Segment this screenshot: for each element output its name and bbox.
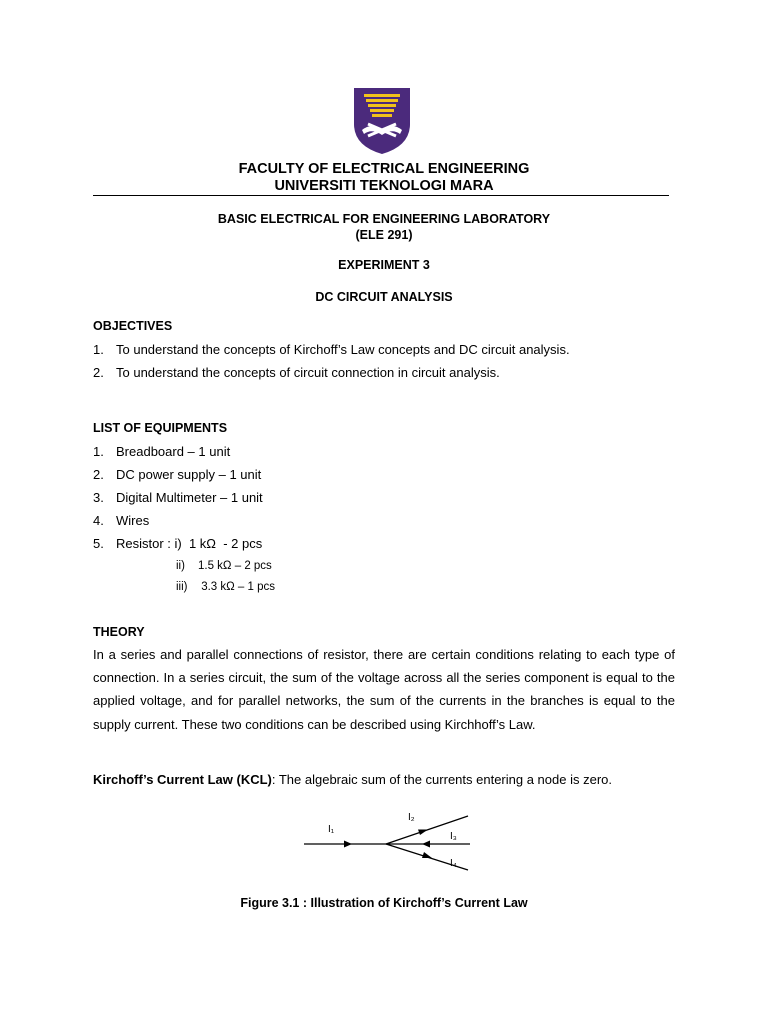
kcl-text: : The algebraic sum of the currents entering a node is zero.: [271, 772, 612, 787]
equipment-num: 4.: [93, 513, 104, 528]
faculty-name: FACULTY OF ELECTRICAL ENGINEERING: [238, 161, 530, 177]
current-label-i1: I₁: [328, 824, 335, 835]
resistor-sub-label: ii): [176, 560, 185, 572]
kcl-label: Kirchoff’s Current Law (KCL): [93, 772, 272, 787]
current-label-i3: I₃: [450, 831, 457, 842]
theory-heading: THEORY: [93, 625, 145, 639]
university-name: UNIVERSITI TEKNOLOGI MARA: [274, 178, 494, 194]
equipment-num: 2.: [93, 467, 104, 482]
equipment-num: 3.: [93, 490, 104, 505]
resistor-sub-text: 1.5 kΩ – 2 pcs: [198, 560, 272, 572]
lab-title: BASIC ELECTRICAL FOR ENGINEERING LABORATORY: [217, 212, 551, 226]
university-logo: [352, 86, 412, 156]
figure-caption: Figure 3.1 : Illustration of Kirchoff’s Current Law: [240, 896, 528, 910]
objective-text: To understand the concepts of Kirchoff’s Law concepts and DC circuit analysis.: [116, 342, 570, 357]
equipment-num: 5.: [93, 536, 104, 551]
resistor-sub-text: 3.3 kΩ – 1 pcs: [198, 581, 275, 593]
experiment-number: EXPERIMENT 3: [338, 258, 430, 272]
kcl-statement: [93, 771, 612, 789]
header-rule: [93, 195, 669, 196]
equipment-heading: LIST OF EQUIPMENTS: [93, 421, 228, 435]
objectives-heading: OBJECTIVES: [93, 319, 173, 333]
current-label-i2: I₂: [408, 812, 415, 823]
theory-paragraph: In a series and parallel connections of resistor, there are certain conditions relating to each type of connection. In a series circuit, the sum of the voltage across all the series component is equal to the applied voltage, and for parallel networks, the sum of the currents in the branches is equal to the supply current. These two conditions can be described using Kirchhoff’s Law.: [93, 647, 675, 732]
equipment-text: Breadboard – 1 unit: [116, 444, 231, 459]
kcl-node-diagram: [300, 806, 480, 872]
experiment-topic: DC CIRCUIT ANALYSIS: [315, 290, 453, 304]
course-code: (ELE 291): [355, 228, 413, 242]
equipment-text: Digital Multimeter – 1 unit: [116, 490, 263, 505]
objective-text: To understand the concepts of circuit connection in circuit analysis.: [116, 365, 500, 380]
equipment-text: Wires: [116, 513, 150, 528]
objective-num: 2.: [93, 365, 104, 380]
equipment-num: 1.: [93, 444, 104, 459]
current-label-i4: I₄: [450, 858, 457, 869]
equipment-text: Resistor : i) 1 kΩ - 2 pcs: [116, 536, 263, 551]
equipment-text: DC power supply – 1 unit: [116, 467, 262, 482]
resistor-sub-label: iii): [176, 581, 188, 593]
objective-num: 1.: [93, 342, 104, 357]
